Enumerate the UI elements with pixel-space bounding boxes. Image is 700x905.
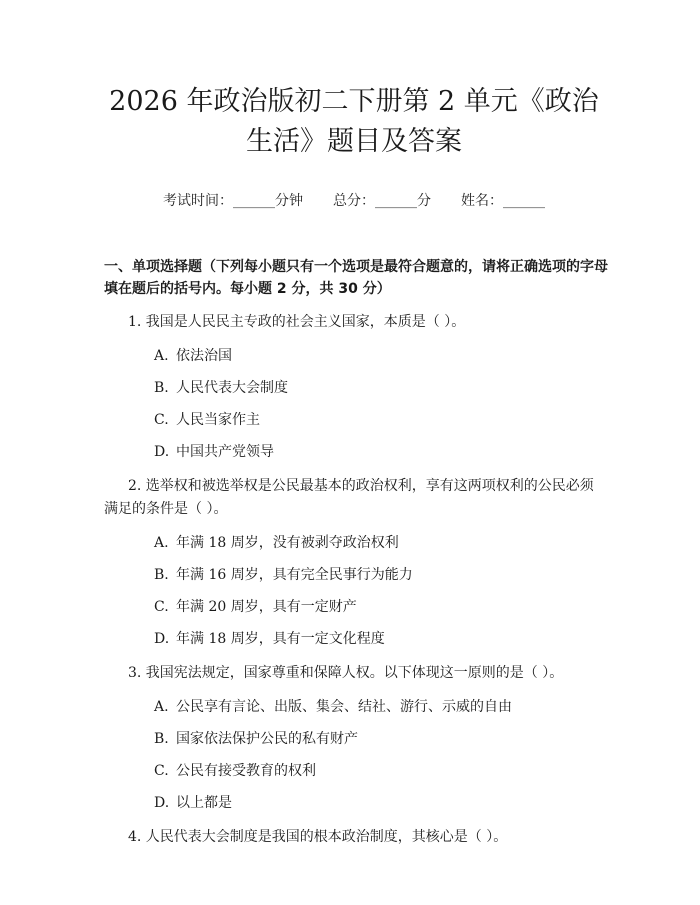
option-text: 依法治国 (176, 348, 232, 364)
option-letter: C. (154, 412, 169, 428)
option-d (154, 629, 604, 649)
option-d (154, 442, 604, 462)
option-text: 中国共产党领导 (176, 444, 274, 460)
option-c (154, 410, 604, 430)
question-text: 3. 我国宪法规定，国家尊重和保障人权。以下体现这一原则的是（ ）。 (128, 665, 564, 681)
option-letter: D. (154, 631, 170, 647)
options-list (104, 533, 604, 649)
option-text: 人民代表大会制度 (176, 380, 288, 396)
question-3 (104, 662, 604, 813)
exam-info (104, 190, 604, 210)
total-score-field: 总分：______分 (333, 193, 431, 209)
option-d (154, 793, 604, 813)
option-c (154, 761, 604, 781)
option-letter: A. (154, 699, 169, 715)
options-list (104, 697, 604, 813)
option-letter: D. (154, 795, 170, 811)
option-letter: B. (154, 567, 169, 583)
option-text: 公民有接受教育的权利 (176, 763, 316, 779)
question-1 (104, 311, 604, 462)
question-text: 2. 选举权和被选举权是公民最基本的政治权利，享有这两项权利的公民必须满足的条件是（ ）。 (104, 478, 594, 517)
option-a (154, 346, 604, 366)
option-text: 人民当家作主 (176, 412, 260, 428)
option-b (154, 729, 604, 749)
option-letter: A. (154, 535, 169, 551)
option-b (154, 378, 604, 398)
option-letter: A. (154, 348, 169, 364)
option-letter: C. (154, 763, 169, 779)
option-letter: B. (154, 731, 169, 747)
option-text: 国家依法保护公民的私有财产 (176, 731, 358, 747)
option-text: 年满 20 周岁，具有一定财产 (176, 599, 357, 615)
option-text: 年满 18 周岁，没有被剥夺政治权利 (176, 535, 399, 551)
question-4 (104, 826, 604, 849)
question-text: 4. 人民代表大会制度是我国的根本政治制度，其核心是（ ）。 (128, 829, 508, 845)
options-list (104, 346, 604, 462)
option-c (154, 597, 604, 617)
name-field: 姓名：______ (461, 193, 545, 209)
option-a (154, 697, 604, 717)
question-2 (104, 475, 604, 649)
document-title: 2026 年政治版初二下册第 2 单元《政治生活》题目及答案 (109, 86, 599, 157)
option-text: 年满 18 周岁，具有一定文化程度 (176, 631, 385, 647)
option-text: 以上都是 (176, 795, 232, 811)
question-text: 1. 我国是人民民主专政的社会主义国家，本质是（ ）。 (128, 314, 466, 330)
option-letter: C. (154, 599, 169, 615)
section-title: 一、单项选择题（下列每小题只有一个选项是最符合题意的，请将正确选项的字母填在题后的括号内。每小题 2 分，共 30 分） (104, 259, 608, 297)
option-b (154, 565, 604, 585)
option-text: 年满 16 周岁，具有完全民事行为能力 (176, 567, 413, 583)
option-a (154, 533, 604, 553)
option-text: 公民享有言论、出版、集会、结社、游行、示威的自由 (176, 699, 512, 715)
option-letter: B. (154, 380, 169, 396)
exam-time-field: 考试时间：______分钟 (163, 193, 303, 209)
option-letter: D. (154, 444, 170, 460)
